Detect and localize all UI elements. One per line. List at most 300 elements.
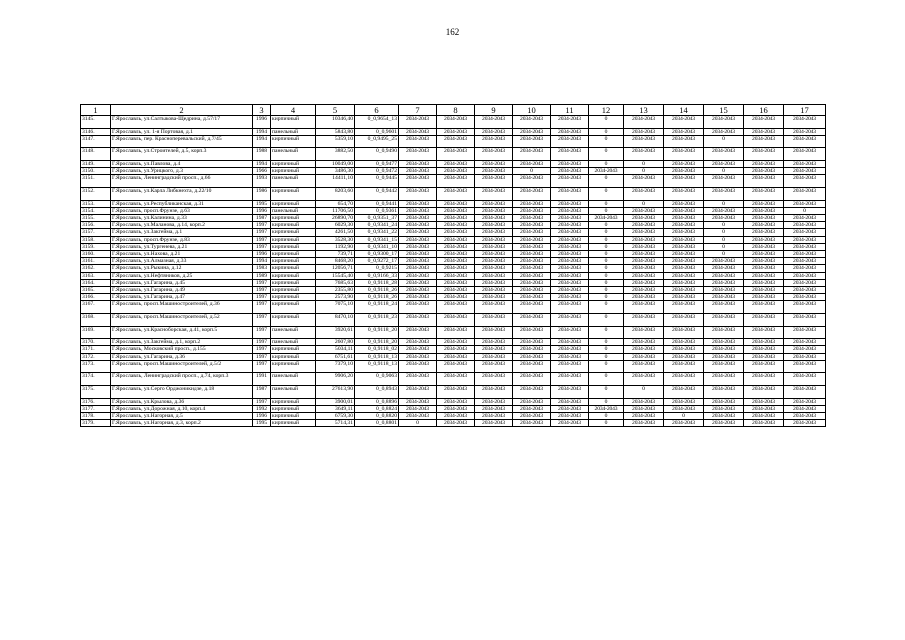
table-cell: 2034-2043 <box>513 251 551 258</box>
table-cell: 3160. <box>81 251 111 258</box>
table-cell: 2034-2043 <box>664 326 704 339</box>
table-cell: кирпичный <box>271 200 316 207</box>
table-cell: 2034-2043 <box>784 353 826 360</box>
table-cell: 0_0,8801 <box>355 420 399 427</box>
table-cell: 2034-2043 <box>437 398 475 405</box>
table-cell: 2034-2043 <box>624 326 664 339</box>
table-cell: 2034-2043 <box>399 405 437 412</box>
table-row <box>81 135 826 148</box>
table-cell: 2034-2043 <box>399 353 437 360</box>
table-cell: 1996 <box>253 251 271 258</box>
table-cell: 2034-2043 <box>513 148 551 161</box>
table-cell: 2034-2043 <box>399 207 437 214</box>
table-cell: 3159. <box>81 243 111 250</box>
table-cell: 2034-2043 <box>784 251 826 258</box>
table-cell: 8470,10 <box>316 314 355 327</box>
table-cell: 2034-2043 <box>551 353 589 360</box>
table-cell: 0 <box>589 386 624 399</box>
table-cell: 2034-2043 <box>744 243 784 250</box>
table-cell: 2034-2043 <box>784 243 826 250</box>
table-cell: 2034-2043 <box>551 339 589 346</box>
table-cell: 2034-2043 <box>437 200 475 207</box>
table-cell: 3146. <box>81 128 111 135</box>
table-cell: 2034-2043 <box>664 373 704 386</box>
table-cell: 2034-2043 <box>784 265 826 272</box>
table-cell: 2034-2043 <box>437 229 475 236</box>
table-cell: 2034-2043 <box>784 413 826 420</box>
table-cell: 2034-2043 <box>624 116 664 129</box>
table-cell: 2034-2043 <box>664 272 704 279</box>
table-cell: 2034-2043 <box>551 160 589 167</box>
table-cell: 2034-2043 <box>437 405 475 412</box>
table-cell: 6751,61 <box>316 353 355 360</box>
table-cell: 2034-2043 <box>513 258 551 265</box>
table-cell: 2034-2043 <box>399 187 437 200</box>
table-cell: 2034-2043 <box>664 301 704 314</box>
table-cell: 2034-2043 <box>784 301 826 314</box>
table-cell: 1997 <box>253 287 271 294</box>
table-cell: 2034-2043 <box>664 279 704 286</box>
table-cell: 2034-2043 <box>551 207 589 214</box>
table-cell: 0 <box>784 207 826 214</box>
table-cell: 3176. <box>81 398 111 405</box>
table-cell: 2034-2043 <box>744 207 784 214</box>
table-cell: 2034-2043 <box>475 420 513 427</box>
table-cell: 0 <box>399 420 437 427</box>
table-cell: 10049,00 <box>316 160 355 167</box>
table-cell: 2034-2043 <box>475 168 513 175</box>
table-cell: 2034-2043 <box>744 398 784 405</box>
table-cell: 3882,50 <box>316 148 355 161</box>
table-cell: 2034-2043 <box>551 200 589 207</box>
table-cell: Г.Ярославль, ул.Гагарина, д.47 <box>111 294 253 301</box>
table-cell: 2034-2043 <box>513 207 551 214</box>
table-cell: 1997 <box>253 294 271 301</box>
table-cell: 2034-2043 <box>551 413 589 420</box>
table-cell: 2034-2043 <box>513 187 551 200</box>
table-cell: 2034-2043 <box>784 135 826 148</box>
table-cell: панельный <box>271 175 316 188</box>
table-cell: 2034-2043 <box>513 272 551 279</box>
table-cell: кирпичный <box>271 116 316 129</box>
table-cell: кирпичный <box>271 258 316 265</box>
table-cell: 2034-2043 <box>475 214 513 221</box>
table-cell: Г.Ярославль, Ленинградский просп., д.74, корп.3 <box>111 373 253 386</box>
table-cell: 2034-2043 <box>437 222 475 229</box>
table-cell: 2034-2043 <box>624 272 664 279</box>
table-cell: 2034-2043 <box>475 360 513 373</box>
table-cell: 5714,31 <box>316 420 355 427</box>
table-cell: 0_0,9341_10 <box>355 243 399 250</box>
table-cell: 2034-2043 <box>744 279 784 286</box>
table-cell: 2034-2043 <box>513 360 551 373</box>
table-cell: Г.Ярославль, ул.Тургенева, д.21 <box>111 243 253 250</box>
column-header-4: 4 <box>271 105 316 116</box>
table-cell: 2034-2043 <box>784 339 826 346</box>
table-cell: 2034-2043 <box>475 373 513 386</box>
table-cell: 2034-2043 <box>437 116 475 129</box>
table-cell: Г.Ярославль, Московский просп., д.155 <box>111 346 253 353</box>
table-cell: 2034-2043 <box>624 135 664 148</box>
table-cell: 1996 <box>253 116 271 129</box>
table-cell: 1997 <box>253 279 271 286</box>
table-cell: 0 <box>589 294 624 301</box>
column-header-15: 15 <box>704 105 744 116</box>
table-row <box>81 175 826 188</box>
table-cell: 1993 <box>253 175 271 188</box>
table-cell: 0 <box>589 251 624 258</box>
table-cell: Г.Ярославль, ул.Нагорная, д.3, корп.2 <box>111 420 253 427</box>
table-cell: 2034-2043 <box>784 326 826 339</box>
table-cell: 2034-2043 <box>784 236 826 243</box>
table-cell: 2034-2043 <box>704 301 744 314</box>
table-cell: 2034-2043 <box>704 214 744 221</box>
table-cell: 2034-2043 <box>437 420 475 427</box>
table-cell: 2034-2043 <box>624 353 664 360</box>
table-cell: 2034-2043 <box>664 386 704 399</box>
column-header-5: 5 <box>316 105 355 116</box>
table-cell: 2034-2043 <box>513 413 551 420</box>
table-cell: Г.Ярославль, пер. Красноперевальский, д.7/45 <box>111 135 253 148</box>
table-cell: 2034-2043 <box>704 413 744 420</box>
table-row <box>81 272 826 279</box>
table-cell: 0 <box>589 187 624 200</box>
table-cell: 2034-2043 <box>399 175 437 188</box>
table-cell: 2034-2043 <box>399 346 437 353</box>
table-cell: 2034-2043 <box>437 207 475 214</box>
table-cell: 2034-2043 <box>784 420 826 427</box>
table-cell: 2034-2043 <box>513 175 551 188</box>
table-cell: 0 <box>704 251 744 258</box>
table-cell: 2034-2043 <box>624 229 664 236</box>
table-row <box>81 243 826 250</box>
table-cell: 1991 <box>253 373 271 386</box>
table-cell: 0 <box>704 243 744 250</box>
table-cell: 7685,63 <box>316 279 355 286</box>
table-cell: 2034-2043 <box>437 279 475 286</box>
table-cell: 2034-2043 <box>475 160 513 167</box>
table-cell: 2034-2043 <box>437 301 475 314</box>
table-cell: 2034-2043 <box>664 236 704 243</box>
table-row <box>81 265 826 272</box>
table-cell: 2034-2043 <box>399 160 437 167</box>
table-cell: 0 <box>589 243 624 250</box>
table-cell: 2034-2043 <box>744 222 784 229</box>
table-cell: 2034-2043 <box>437 272 475 279</box>
table-cell: 2034-2043 <box>664 339 704 346</box>
table-cell: 2034-2043 <box>437 251 475 258</box>
table-cell: 2034-2043 <box>704 207 744 214</box>
table-cell: 2034-2043 <box>744 236 784 243</box>
table-cell: 3172. <box>81 353 111 360</box>
table-cell: кирпичный <box>271 413 316 420</box>
table-cell: 2034-2043 <box>784 360 826 373</box>
table-cell: 0_0,9063 <box>355 373 399 386</box>
table-cell: 3528,30 <box>316 236 355 243</box>
table-cell: панельный <box>271 373 316 386</box>
table-cell: 0 <box>589 128 624 135</box>
table-cell: 2034-2043 <box>704 346 744 353</box>
table-cell: 2034-2043 <box>399 301 437 314</box>
table-cell: 2034-2043 <box>704 116 744 129</box>
table-cell: 1995 <box>253 200 271 207</box>
table-cell: 2034-2043 <box>784 168 826 175</box>
table-cell: Г.Ярославль, ул.Строителей, д.5, корп.3 <box>111 148 253 161</box>
table-cell: 3156. <box>81 222 111 229</box>
table-cell: 2034-2043 <box>551 301 589 314</box>
table-cell: 2034-2043 <box>551 116 589 129</box>
table-cell: 2034-2043 <box>399 229 437 236</box>
table-row <box>81 207 826 214</box>
table-cell: 0_0,9477 <box>355 160 399 167</box>
table-cell: 0 <box>589 222 624 229</box>
table-cell: Г.Ярославль, ул.Павлова, д.4 <box>111 160 253 167</box>
table-cell: 0 <box>589 360 624 373</box>
table-cell: 2034-2043 <box>513 160 551 167</box>
table-cell: 2034-2043 <box>437 258 475 265</box>
table-cell: 2034-2043 <box>589 405 624 412</box>
table-cell: 0 <box>664 413 704 420</box>
table-cell: 0 <box>589 135 624 148</box>
table-cell: 3157. <box>81 229 111 236</box>
table-cell: 2034-2043 <box>624 346 664 353</box>
table-cell: 2034-2043 <box>589 214 624 221</box>
column-header-9: 9 <box>475 105 513 116</box>
table-cell: 2034-2043 <box>744 214 784 221</box>
table-cell: 2034-2043 <box>744 229 784 236</box>
table-cell: 2034-2043 <box>475 148 513 161</box>
table-cell: 2034-2043 <box>475 413 513 420</box>
table-row <box>81 160 826 167</box>
table-row <box>81 200 826 207</box>
table-cell: 2034-2043 <box>551 326 589 339</box>
table-cell: 2034-2043 <box>399 200 437 207</box>
table-cell: 1986 <box>253 187 271 200</box>
table-cell: 2034-2043 <box>744 135 784 148</box>
table-cell: 0 <box>624 160 664 167</box>
table-cell: 3178. <box>81 413 111 420</box>
table-cell: 2034-2043 <box>475 187 513 200</box>
table-cell: 1997 <box>253 229 271 236</box>
table-cell: 0_0,9118_20 <box>355 339 399 346</box>
table-cell: 2034-2043 <box>399 398 437 405</box>
table-cell: 2034-2043 <box>704 265 744 272</box>
table-cell: 2034-2043 <box>664 187 704 200</box>
table-cell: 2034-2043 <box>624 175 664 188</box>
table-cell: 2034-2043 <box>437 360 475 373</box>
table-cell: 3153. <box>81 200 111 207</box>
table-cell: Г.Ярославль, ул.Гагарина, д.45 <box>111 279 253 286</box>
table-cell: 2034-2043 <box>551 386 589 399</box>
table-cell: 3150. <box>81 168 111 175</box>
table-cell: 0_0,9341_15 <box>355 236 399 243</box>
column-header-11: 11 <box>551 105 589 116</box>
table-cell: 1997 <box>253 314 271 327</box>
table-cell: 2034-2043 <box>784 200 826 207</box>
table-cell: 2034-2043 <box>475 398 513 405</box>
table-cell: Г.Ярославль, ул.Крылова, д.36 <box>111 398 253 405</box>
table-cell: 0 <box>589 373 624 386</box>
table-row <box>81 360 826 373</box>
table-cell: 0 <box>589 420 624 427</box>
table-cell: 2034-2043 <box>399 413 437 420</box>
table-row <box>81 279 826 286</box>
table-cell: 3154. <box>81 207 111 214</box>
table-cell: 0_0,9118_20 <box>355 326 399 339</box>
table-cell: 3175. <box>81 386 111 399</box>
table-cell: 2034-2043 <box>744 360 784 373</box>
table-cell: 2034-2043 <box>704 258 744 265</box>
table-cell: кирпичный <box>271 243 316 250</box>
table-cell: 2034-2043 <box>784 272 826 279</box>
table-cell: кирпичный <box>271 251 316 258</box>
table-cell: 2034-2043 <box>513 243 551 250</box>
table-cell: 2034-2043 <box>784 116 826 129</box>
table-cell: 2034-2043 <box>475 287 513 294</box>
table-cell: 2034-2043 <box>475 294 513 301</box>
table-cell: 2034-2043 <box>664 116 704 129</box>
table-cell: 2034-2043 <box>624 258 664 265</box>
table-cell: кирпичный <box>271 398 316 405</box>
table-cell: 0_0,9118_13 <box>355 353 399 360</box>
table-cell: 0_0,8820 <box>355 413 399 420</box>
table-cell: панельный <box>271 339 316 346</box>
table-cell: 2034-2043 <box>399 128 437 135</box>
table-cell: 2034-2043 <box>513 405 551 412</box>
column-header-3: 3 <box>253 105 271 116</box>
table-row <box>81 214 826 221</box>
table-cell: 2034-2043 <box>784 294 826 301</box>
table-cell: 2034-2043 <box>704 160 744 167</box>
table-cell: 1996 <box>253 207 271 214</box>
table-cell: 2034-2043 <box>784 386 826 399</box>
table-cell: 2034-2043 <box>475 386 513 399</box>
table-cell: 2034-2043 <box>784 222 826 229</box>
table-cell: 2034-2043 <box>624 287 664 294</box>
table-cell: 1989 <box>253 272 271 279</box>
table-cell: 0_0,9490 <box>355 148 399 161</box>
table-cell: 0 <box>589 279 624 286</box>
table-cell: 2034-2043 <box>475 272 513 279</box>
table-cell: Г.Ярославль, ул.Серго Орджоникидзе, д.18 <box>111 386 253 399</box>
table-cell: 26890,70 <box>316 214 355 221</box>
table-cell: 0 <box>589 229 624 236</box>
column-header-1: 1 <box>81 105 111 116</box>
table-cell: 2034-2043 <box>399 339 437 346</box>
table-cell: 2034-2043 <box>437 175 475 188</box>
table-cell: 1994 <box>253 135 271 148</box>
table-cell: 2034-2043 <box>551 128 589 135</box>
table-cell: 1987 <box>253 214 271 221</box>
table-cell: 3167. <box>81 301 111 314</box>
table-cell: 3158. <box>81 236 111 243</box>
table-cell: 2034-2043 <box>513 301 551 314</box>
table-cell: 4261,50 <box>316 229 355 236</box>
table-row <box>81 187 826 200</box>
table-cell: 2034-2043 <box>744 187 784 200</box>
table-cell: 0_0,9118_26 <box>355 294 399 301</box>
table-cell: 2034-2043 <box>744 175 784 188</box>
table-cell: 0 <box>704 135 744 148</box>
table-cell: 2034-2043 <box>399 135 437 148</box>
table-cell: 2034-2043 <box>513 229 551 236</box>
table-cell: 2034-2043 <box>399 279 437 286</box>
table-cell: 2034-2043 <box>664 200 704 207</box>
table-cell: 2034-2043 <box>784 287 826 294</box>
table-cell: 3177. <box>81 405 111 412</box>
table-cell: 2034-2043 <box>437 243 475 250</box>
table-cell: Г.Ярославль, ул.Гагарина, д.49 <box>111 287 253 294</box>
table-cell: 2034-2043 <box>551 398 589 405</box>
table-cell: 2034-2043 <box>437 236 475 243</box>
table-cell: 0 <box>589 116 624 129</box>
table-cell: Г.Ярославль, ул.Нахова, д.21 <box>111 251 253 258</box>
column-header-7: 7 <box>399 105 437 116</box>
table-cell: 0_0,9118_02 <box>355 346 399 353</box>
table-cell: 0 <box>704 222 744 229</box>
table-cell: 2034-2043 <box>437 160 475 167</box>
table-cell: 2034-2043 <box>784 346 826 353</box>
table-cell: 2034-2043 <box>513 222 551 229</box>
table-cell: 2034-2043 <box>664 229 704 236</box>
table-cell: 2034-2043 <box>513 294 551 301</box>
table-cell: 2034-2043 <box>437 148 475 161</box>
table-cell: 3162. <box>81 265 111 272</box>
table-cell: 0 <box>589 339 624 346</box>
table-cell: 2034-2043 <box>475 243 513 250</box>
table-cell: кирпичный <box>271 301 316 314</box>
table-cell: 2034-2043 <box>704 287 744 294</box>
table-cell: 2034-2043 <box>551 214 589 221</box>
table-cell: 0 <box>624 168 664 175</box>
table-cell: 2034-2043 <box>551 420 589 427</box>
table-cell: Г.Ярославль, ул.Рыкина, д.12 <box>111 265 253 272</box>
table-cell: 3145. <box>81 116 111 129</box>
table-cell: 2034-2043 <box>399 243 437 250</box>
table-cell: 2034-2043 <box>513 353 551 360</box>
table-body <box>81 116 826 427</box>
table-cell: 2355,80 <box>316 287 355 294</box>
table-cell: 2034-2043 <box>744 258 784 265</box>
table-cell: кирпичный <box>271 222 316 229</box>
table-cell: 2034-2043 <box>551 251 589 258</box>
table-cell: 2034-2043 <box>551 272 589 279</box>
table-cell: кирпичный <box>271 279 316 286</box>
table-cell: 9906,20 <box>316 373 355 386</box>
table-cell: 3486,30 <box>316 168 355 175</box>
table-cell: 2034-2043 <box>664 175 704 188</box>
table-cell: 0 <box>704 168 744 175</box>
table-cell: 2034-2043 <box>664 148 704 161</box>
table-row <box>81 148 826 161</box>
table-cell: Г.Ярославль, ул.Республиканская, д.31 <box>111 200 253 207</box>
table-cell: 0_0,9118_28 <box>355 279 399 286</box>
table-cell: Г.Ярославль, ул.Нефтяников, д.25 <box>111 272 253 279</box>
table-cell: Г.Ярославль, ул.Маланова, д.14, корп.2 <box>111 222 253 229</box>
table-cell: 1983 <box>253 265 271 272</box>
table-cell: 2034-2043 <box>664 243 704 250</box>
table-cell: 2034-2043 <box>784 373 826 386</box>
table-cell: 3173. <box>81 360 111 373</box>
column-header-2: 2 <box>111 105 253 116</box>
table-cell: Г.Ярославль, просп.Машиностроителей, д.5/2 <box>111 360 253 373</box>
table-cell: 2034-2043 <box>475 251 513 258</box>
table-cell: 8468,20 <box>316 258 355 265</box>
table-cell: кирпичный <box>271 287 316 294</box>
table-cell: 2034-2043 <box>551 243 589 250</box>
table-cell: 2034-2043 <box>784 405 826 412</box>
table-cell: 2034-2043 <box>664 346 704 353</box>
